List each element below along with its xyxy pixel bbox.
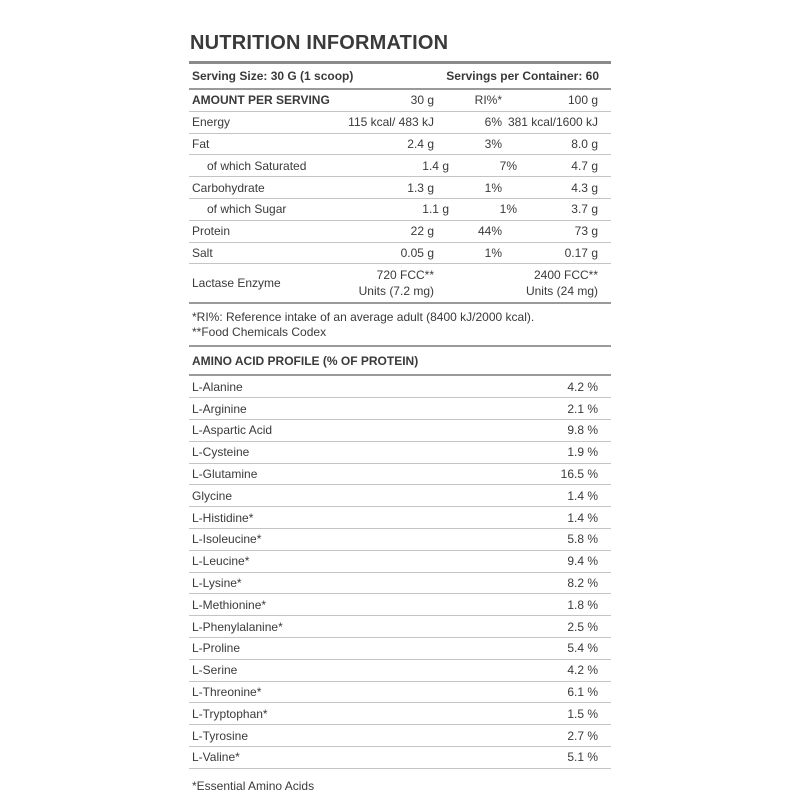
serving-info bbox=[189, 64, 611, 88]
nutrient-row bbox=[189, 177, 611, 199]
nutrient-ri: 44% bbox=[477, 224, 502, 239]
nutrient-name: Protein bbox=[192, 224, 231, 239]
amino-acid-value: 16.5 % bbox=[560, 466, 598, 481]
amino-acid-row bbox=[189, 464, 611, 486]
amino-acid-row bbox=[189, 573, 611, 595]
amino-acid-value: 2.5 % bbox=[567, 619, 598, 634]
nutrient-per-serving: 115 kcal/ 483 kJ bbox=[348, 115, 434, 130]
nutrient-per-serving: 0.05 g bbox=[400, 245, 434, 260]
label-title: NUTRITION INFORMATION bbox=[190, 32, 449, 54]
per-100g-heading: 100 g bbox=[567, 93, 598, 108]
amino-acid-name: L-Aspartic Acid bbox=[192, 423, 273, 438]
nutrient-per-100g: 0.17 g bbox=[564, 245, 598, 260]
ri-heading: RI%* bbox=[474, 93, 502, 108]
nutrient-row bbox=[189, 221, 611, 243]
nutrition-label bbox=[189, 25, 611, 803]
amino-acid-name: L-Methionine* bbox=[192, 597, 267, 612]
nutrient-row bbox=[189, 155, 611, 177]
amino-acid-row bbox=[189, 747, 611, 769]
amino-acid-row bbox=[189, 376, 611, 398]
amino-acid-value: 5.4 % bbox=[567, 641, 598, 656]
nutrient-ri: 1% bbox=[484, 245, 502, 260]
nutrient-per-100g: 381 kcal/1600 kJ bbox=[507, 115, 598, 130]
lactase-per-100g bbox=[502, 267, 611, 299]
amino-acid-name: L-Alanine bbox=[192, 379, 243, 394]
lactase-per-100g-units: Units (24 mg) bbox=[525, 284, 598, 299]
amino-acid-value: 8.2 % bbox=[567, 575, 598, 590]
nutrient-per-100g: 73 g bbox=[574, 224, 598, 239]
amino-acid-name: L-Serine bbox=[192, 663, 238, 678]
amino-acid-value: 1.5 % bbox=[567, 706, 598, 721]
nutrient-per-serving: 22 g bbox=[410, 224, 434, 239]
amino-acid-name: L-Arginine bbox=[192, 401, 247, 416]
serving-size: Serving Size: 30 G (1 scoop) bbox=[192, 69, 354, 83]
amino-acid-value: 1.8 % bbox=[567, 597, 598, 612]
nutrient-per-100g: 3.7 g bbox=[571, 202, 598, 217]
amino-acid-value: 6.1 % bbox=[567, 684, 598, 699]
per-serving-heading: 30 g bbox=[410, 93, 434, 108]
nutrient-name: Lactase Enzyme bbox=[192, 276, 281, 291]
nutrient-ri: 6% bbox=[484, 115, 502, 130]
fcc-footnote: **Food Chemicals Codex bbox=[192, 325, 327, 340]
amino-acid-name: L-Isoleucine* bbox=[192, 532, 262, 547]
amino-acid-row bbox=[189, 682, 611, 704]
nutrient-per-serving: 1.1 g bbox=[422, 202, 449, 217]
nutrient-name: of which Saturated bbox=[207, 158, 307, 173]
nutrient-row bbox=[189, 199, 611, 221]
nutrient-name: of which Sugar bbox=[207, 202, 287, 217]
nutrient-header-row bbox=[189, 90, 611, 112]
nutrient-ri: 1% bbox=[499, 202, 517, 217]
amino-acid-name: L-Histidine* bbox=[192, 510, 254, 525]
amino-acid-value: 2.7 % bbox=[567, 728, 598, 743]
lactase-per-serving-amount: 720 FCC** bbox=[376, 268, 434, 283]
amino-acid-value: 9.4 % bbox=[567, 554, 598, 569]
lactase-per-serving bbox=[337, 267, 434, 299]
amino-acid-value: 4.2 % bbox=[567, 663, 598, 678]
nutrient-per-100g: 4.7 g bbox=[571, 158, 598, 173]
nutrient-ri: 7% bbox=[499, 158, 517, 173]
amino-acid-value: 1.9 % bbox=[567, 445, 598, 460]
nutrient-name: Energy bbox=[192, 115, 231, 130]
nutrient-ri: 3% bbox=[484, 136, 502, 151]
amino-acid-name: L-Leucine* bbox=[192, 554, 250, 569]
ri-footnote: *RI%: Reference intake of an average adult (8400 kJ/2000 kcal). bbox=[192, 310, 535, 325]
nutrient-row bbox=[189, 134, 611, 156]
amino-acid-row bbox=[189, 725, 611, 747]
amino-acid-row bbox=[189, 594, 611, 616]
amino-acid-name: L-Tryptophan* bbox=[192, 706, 268, 721]
amino-acid-value: 1.4 % bbox=[567, 510, 598, 525]
nutrient-per-serving: 1.3 g bbox=[407, 180, 434, 195]
amino-acid-value: 5.1 % bbox=[567, 750, 598, 765]
amino-acid-name: Glycine bbox=[192, 488, 233, 503]
nutrient-name: Carbohydrate bbox=[192, 180, 265, 195]
amino-acid-name: L-Valine* bbox=[192, 750, 240, 765]
amino-acid-row bbox=[189, 485, 611, 507]
nutrient-row bbox=[189, 112, 611, 134]
amino-acid-name: L-Lysine* bbox=[192, 575, 242, 590]
amino-acid-value: 1.4 % bbox=[567, 488, 598, 503]
amino-acid-row bbox=[189, 616, 611, 638]
amino-acid-name: L-Proline bbox=[192, 641, 241, 656]
amino-acid-value: 5.8 % bbox=[567, 532, 598, 547]
amino-acid-name: L-Glutamine bbox=[192, 466, 258, 481]
amino-acid-row bbox=[189, 420, 611, 442]
amino-acid-heading: AMINO ACID PROFILE (% OF PROTEIN) bbox=[192, 353, 419, 368]
amino-acid-value: 4.2 % bbox=[567, 379, 598, 394]
amino-acid-row bbox=[189, 703, 611, 725]
nutrient-table bbox=[189, 112, 611, 265]
amino-acid-name: L-Phenylalanine* bbox=[192, 619, 283, 634]
amount-per-serving-heading: AMOUNT PER SERVING bbox=[192, 93, 330, 108]
nutrient-per-serving: 2.4 g bbox=[407, 136, 434, 151]
amino-acid-value: 2.1 % bbox=[567, 401, 598, 416]
amino-acid-row bbox=[189, 638, 611, 660]
nutrient-per-serving: 1.4 g bbox=[422, 158, 449, 173]
amino-acid-table bbox=[189, 376, 611, 768]
nutrient-row bbox=[189, 243, 611, 265]
lactase-per-serving-units: Units (7.2 mg) bbox=[358, 284, 434, 299]
amino-acid-row bbox=[189, 660, 611, 682]
nutrient-ri: 1% bbox=[484, 180, 502, 195]
amino-acid-row bbox=[189, 507, 611, 529]
amino-acid-row bbox=[189, 398, 611, 420]
nutrient-per-100g: 4.3 g bbox=[571, 180, 598, 195]
amino-acid-value: 9.8 % bbox=[567, 423, 598, 438]
nutrition-footnotes bbox=[189, 304, 611, 345]
nutrient-name: Salt bbox=[192, 245, 213, 260]
amino-acid-name: L-Threonine* bbox=[192, 684, 262, 699]
lactase-row bbox=[189, 264, 611, 302]
amino-footnote: *Essential Amino Acids bbox=[192, 778, 315, 793]
amino-acid-row bbox=[189, 529, 611, 551]
nutrient-per-100g: 8.0 g bbox=[571, 136, 598, 151]
amino-acid-row bbox=[189, 551, 611, 573]
nutrient-name: Fat bbox=[192, 136, 210, 151]
lactase-per-100g-amount: 2400 FCC** bbox=[533, 268, 598, 283]
amino-acid-name: L-Cysteine bbox=[192, 445, 250, 460]
amino-acid-row bbox=[189, 442, 611, 464]
servings-per-container: Servings per Container: 60 bbox=[446, 69, 599, 83]
amino-acid-name: L-Tyrosine bbox=[192, 728, 249, 743]
